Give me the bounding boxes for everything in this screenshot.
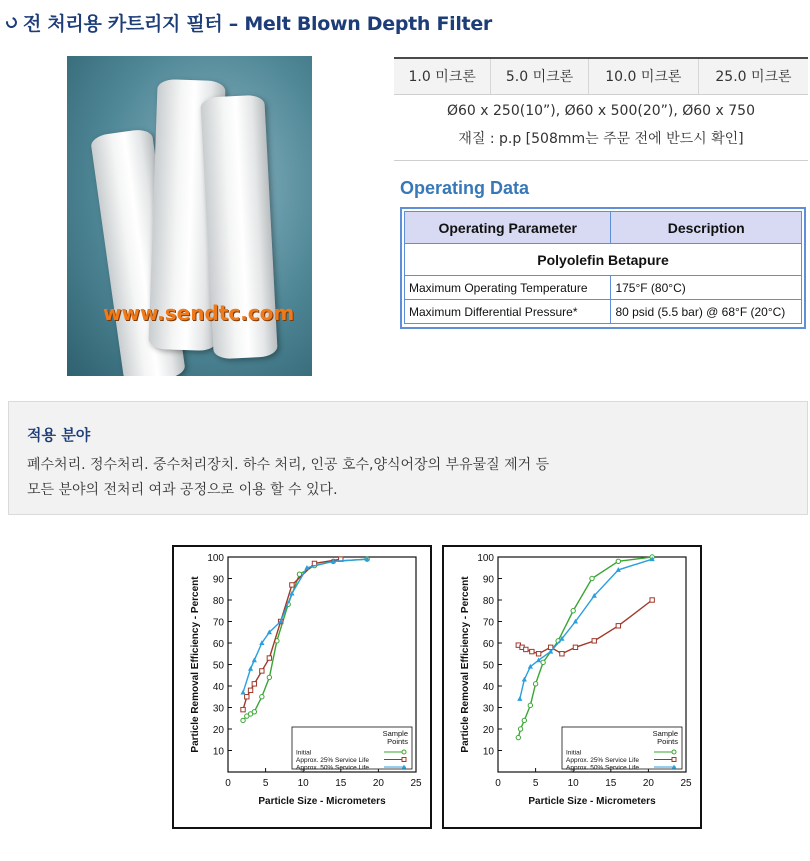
bullet-icon bbox=[4, 14, 19, 29]
op-description: 175°F (80°C) bbox=[611, 276, 802, 300]
legend-entry: Approx. 50% Service Life bbox=[296, 764, 369, 772]
y-tick-label: 80 bbox=[212, 596, 224, 607]
y-tick-label: 50 bbox=[482, 660, 494, 672]
usage-heading: 적용 분야 bbox=[27, 426, 91, 444]
data-point bbox=[248, 666, 253, 671]
x-tick-label: 10 bbox=[297, 778, 309, 789]
table-row bbox=[405, 300, 802, 324]
y-tick-label: 10 bbox=[212, 746, 224, 758]
op-header: Description bbox=[611, 212, 802, 244]
series-line bbox=[520, 559, 652, 699]
legend-marker bbox=[402, 758, 406, 762]
data-point bbox=[536, 652, 540, 656]
x-tick-label: 20 bbox=[372, 778, 384, 789]
data-point bbox=[517, 696, 522, 701]
micron-size-table bbox=[394, 57, 808, 95]
data-point bbox=[560, 652, 564, 656]
legend-entry: Approx. 25% Service Life bbox=[566, 757, 639, 764]
data-point bbox=[533, 682, 537, 686]
y-tick-label: 30 bbox=[482, 703, 494, 715]
y-axis-label: Particle Removal Efficiency - Percent bbox=[190, 576, 201, 753]
data-point bbox=[248, 688, 252, 692]
data-point bbox=[252, 657, 257, 662]
table-row bbox=[405, 276, 802, 300]
data-point bbox=[522, 718, 526, 722]
data-point bbox=[573, 645, 577, 649]
data-point bbox=[290, 583, 294, 587]
size-cell: 10.0 미크론 bbox=[588, 58, 698, 94]
legend-entry: Initial bbox=[566, 749, 582, 757]
usage-line: 모든 분야의 전처리 여과 공정으로 이용 할 수 있다. bbox=[27, 482, 338, 498]
usage-section bbox=[8, 401, 808, 515]
op-description: 80 psid (5.5 bar) @ 68°F (20°C) bbox=[611, 300, 802, 324]
legend-marker bbox=[402, 750, 406, 754]
y-tick-label: 100 bbox=[477, 553, 494, 564]
size-cell: 1.0 미크론 bbox=[394, 58, 491, 94]
y-tick-label: 10 bbox=[482, 746, 494, 758]
x-tick-label: 5 bbox=[262, 778, 269, 789]
operating-data-title: Operating Data bbox=[400, 178, 530, 198]
data-point bbox=[590, 576, 594, 580]
y-tick-label: 20 bbox=[482, 725, 494, 736]
data-point bbox=[267, 656, 271, 660]
data-point bbox=[592, 639, 596, 643]
x-tick-label: 25 bbox=[410, 778, 422, 789]
y-tick-label: 90 bbox=[482, 574, 494, 586]
y-tick-label: 30 bbox=[212, 703, 224, 715]
legend-entry: Approx. 50% Service Life bbox=[566, 764, 639, 772]
legend-marker bbox=[672, 750, 676, 754]
legend-entry: Initial bbox=[296, 749, 312, 757]
legend-entry: Approx. 25% Service Life bbox=[296, 757, 369, 764]
size-cell: 5.0 미크론 bbox=[491, 58, 588, 94]
y-axis-label: Particle Removal Efficiency - Percent bbox=[460, 576, 471, 753]
data-point bbox=[252, 710, 256, 714]
size-cell: 25.0 미크론 bbox=[698, 58, 808, 94]
efficiency-chart-2 bbox=[442, 545, 702, 829]
y-tick-label: 50 bbox=[212, 660, 224, 672]
y-tick-label: 70 bbox=[482, 617, 494, 629]
y-tick-label: 60 bbox=[482, 639, 494, 650]
op-subheader: Polyolefin Betapure bbox=[405, 244, 802, 276]
y-tick-label: 20 bbox=[212, 725, 224, 736]
legend-title: Points bbox=[387, 737, 408, 746]
x-tick-label: 0 bbox=[225, 778, 231, 789]
data-point bbox=[616, 624, 620, 628]
chart-svg bbox=[444, 547, 700, 827]
divider bbox=[394, 160, 808, 161]
product-photo bbox=[67, 56, 312, 376]
x-axis-label: Particle Size - Micrometers bbox=[258, 796, 386, 807]
page-title-text: 전 처리용 카트리지 필터 – Melt Blown Depth Filter bbox=[23, 12, 492, 35]
efficiency-chart-1 bbox=[172, 545, 432, 829]
data-point bbox=[524, 647, 528, 651]
y-tick-label: 90 bbox=[212, 574, 224, 586]
legend-title: Sample bbox=[652, 729, 678, 738]
data-point bbox=[516, 735, 520, 739]
chart-svg bbox=[174, 547, 430, 827]
op-parameter: Maximum Operating Temperature bbox=[405, 276, 611, 300]
legend-title: Sample bbox=[382, 729, 408, 738]
usage-line: 폐수처리. 정수처리. 중수처리장치. 하수 처리, 인공 호수,양식어장의 부유물질 제거 등 bbox=[27, 457, 550, 473]
operating-data-table bbox=[400, 207, 806, 329]
data-point bbox=[252, 682, 256, 686]
photo-watermark: www.sendtc.com bbox=[103, 301, 295, 325]
legend-marker bbox=[672, 758, 676, 762]
data-point bbox=[240, 690, 245, 695]
data-point bbox=[245, 695, 249, 699]
x-tick-label: 5 bbox=[532, 778, 539, 789]
op-parameter: Maximum Differential Pressure* bbox=[405, 300, 611, 324]
data-point bbox=[260, 695, 264, 699]
x-tick-label: 25 bbox=[680, 778, 692, 789]
data-point bbox=[541, 660, 545, 664]
x-tick-label: 10 bbox=[567, 778, 579, 789]
x-tick-label: 15 bbox=[335, 778, 347, 789]
data-point bbox=[518, 727, 522, 731]
x-tick-label: 0 bbox=[495, 778, 501, 789]
op-header: Operating Parameter bbox=[405, 212, 611, 244]
x-axis-label: Particle Size - Micrometers bbox=[528, 796, 656, 807]
y-tick-label: 100 bbox=[207, 553, 224, 564]
legend-title: Points bbox=[657, 737, 678, 746]
data-point bbox=[571, 609, 575, 613]
x-tick-label: 20 bbox=[642, 778, 654, 789]
spec-material: 재질 : p.p [508mm는 주문 전에 반드시 확인] bbox=[458, 131, 744, 147]
x-tick-label: 15 bbox=[605, 778, 617, 789]
data-point bbox=[522, 677, 527, 682]
series-line bbox=[518, 557, 652, 738]
spec-dimensions: Ø60 x 250(10”), Ø60 x 500(20”), Ø60 x 750 bbox=[446, 103, 755, 119]
data-point bbox=[528, 703, 532, 707]
y-tick-label: 80 bbox=[482, 596, 494, 607]
data-point bbox=[616, 559, 620, 563]
data-point bbox=[241, 718, 245, 722]
series-line bbox=[243, 559, 341, 710]
data-point bbox=[260, 669, 264, 673]
y-tick-label: 40 bbox=[482, 682, 494, 693]
y-tick-label: 70 bbox=[212, 617, 224, 629]
y-tick-label: 60 bbox=[212, 639, 224, 650]
y-tick-label: 40 bbox=[212, 682, 224, 693]
data-point bbox=[267, 675, 271, 679]
data-point bbox=[530, 649, 534, 653]
page-title bbox=[6, 10, 492, 34]
data-point bbox=[650, 598, 654, 602]
data-point bbox=[241, 707, 245, 711]
